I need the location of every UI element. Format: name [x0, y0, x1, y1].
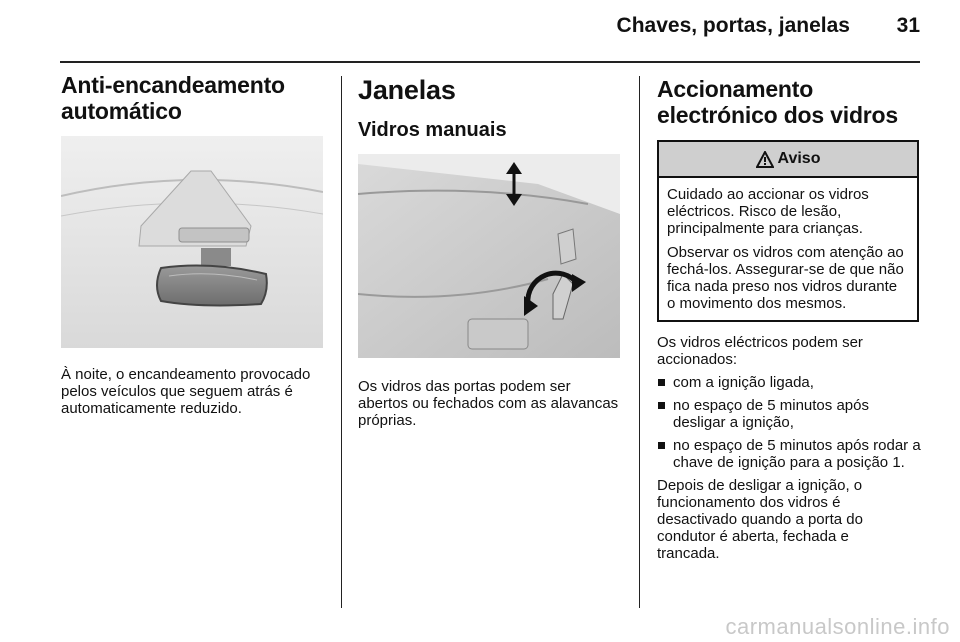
column-divider-right — [639, 76, 640, 608]
page-number: 31 — [896, 14, 920, 37]
warning-paragraph: Cuidado ao accionar os vidros eléctricos. Risco de lesão, principalmente para crianças. — [667, 186, 869, 237]
warning-box — [657, 140, 919, 322]
rear-view-mirror-illustration — [61, 136, 323, 348]
list-item — [657, 437, 922, 471]
square-bullet-icon — [658, 402, 665, 409]
column-windows — [358, 74, 623, 429]
auto-dimming-description: À noite, o encandeamento provocado pelos veículos que seguem atrás é automaticamente reduzido. — [61, 366, 311, 417]
column-auto-dimming — [61, 72, 326, 417]
running-header-title: Chaves, portas, janelas — [616, 14, 850, 37]
list-item-text: no espaço de 5 minutos após desligar a ignição, — [673, 397, 869, 431]
warning-paragraph: Observar os vidros com atenção ao fechá-los. Assegurar-se de que não fica nada preso nos vidros durante o movimento dos mesmos. — [667, 244, 904, 312]
list-item — [657, 397, 922, 431]
warning-triangle-icon — [756, 151, 774, 168]
warning-box-header — [659, 142, 917, 178]
square-bullet-icon — [658, 379, 665, 386]
manual-windows-description: Os vidros das portas podem ser abertos ou fechados com as alavancas próprias. — [358, 378, 619, 429]
list-item-text: com a ignição ligada, — [673, 374, 814, 391]
power-windows-conditions-list — [657, 374, 922, 471]
square-bullet-icon — [658, 442, 665, 449]
warning-box-body — [659, 178, 917, 320]
power-windows-intro: Os vidros eléctricos podem ser accionados: — [657, 334, 863, 368]
section-heading-power-windows: Accionamento electrónico dos vidros — [657, 76, 898, 128]
list-item — [657, 374, 922, 391]
section-heading-windows: Janelas — [358, 75, 456, 105]
subheading-manual-windows: Vidros manuais — [358, 119, 507, 141]
power-windows-closing: Depois de desligar a ignição, o funcionamento dos vidros é desactivado quando a porta do condutor é aberta, fechada e trancada. — [657, 477, 863, 562]
manual-window-crank-illustration — [358, 154, 620, 358]
list-item-text: no espaço de 5 minutos após rodar a chave de ignição para a posição 1. — [673, 437, 921, 471]
section-heading-auto-dimming: Anti-encandeamento automático — [61, 72, 285, 124]
column-power-windows — [657, 76, 922, 562]
mirror-drawing — [61, 136, 323, 348]
watermark: carmanualsonline.info — [725, 614, 950, 639]
crank-drawing — [358, 154, 620, 358]
header-divider — [60, 61, 920, 63]
warning-box-title: Aviso — [777, 150, 821, 167]
column-divider-left — [341, 76, 342, 608]
